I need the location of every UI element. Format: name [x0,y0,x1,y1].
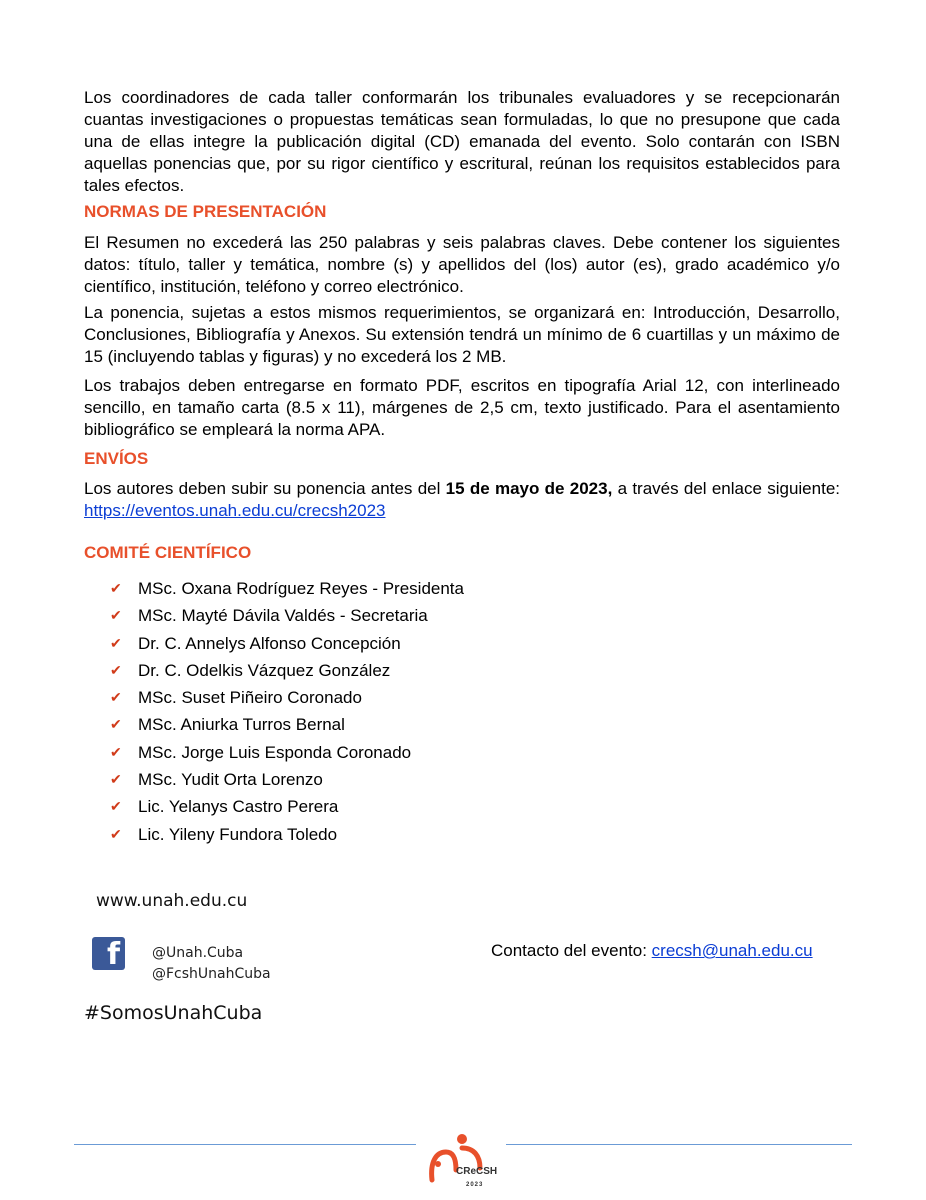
envios-date: 15 de mayo de 2023, [445,479,613,498]
member-name: MSc. Oxana Rodríguez Reyes - Presidenta [138,579,464,598]
checkmark-icon: ✔ [110,825,122,842]
list-item [110,793,464,820]
list-item [110,575,464,602]
submission-link[interactable]: https://eventos.unah.edu.cu/crecsh2023 [84,501,386,520]
list-item [110,630,464,657]
contact-label: Contacto del evento: [491,941,652,960]
member-name: Dr. C. Annelys Alfonso Concepción [138,633,401,653]
member-name: MSc. Yudit Orta Lorenzo [138,770,323,790]
facebook-icon[interactable]: f [92,937,125,970]
social-handles [152,943,271,985]
checkmark-icon: ✔ [110,580,122,596]
list-item [110,739,464,766]
footer-rule-right [506,1144,852,1145]
member-name: Lic. Yelanys Castro Perera [138,797,339,817]
list-item [110,766,464,793]
checkmark-icon: ✔ [110,661,122,678]
list-item [110,684,464,711]
envios-heading: ENVÍOS [84,449,149,468]
list-item [110,657,464,684]
contact-email-link[interactable]: crecsh@unah.edu.cu [651,941,813,960]
checkmark-icon: ✔ [110,634,122,651]
member-name: MSc. Mayté Dávila Valdés - Secretaria [138,606,428,626]
member-name: MSc. Suset Piñeiro Coronado [138,688,362,708]
normas-heading: NORMAS DE PRESENTACIÓN [84,202,327,221]
website-text[interactable]: www.unah.edu.cu [96,891,248,911]
normas-paragraph-3: Los trabajos deben entregarse en formato PDF, escritos en tipografía Arial 12, con interlineado sencillo, en tamaño carta (8.5 x 11), márgenes de 2,5 cm, texto justificado. Para el asentamiento bibliográfico se empleará la norma APA. [84,376,840,439]
hashtag: #SomosUnahCuba [84,1002,263,1024]
footer-rule-left [74,1144,416,1145]
member-name: MSc. Jorge Luis Esponda Coronado [138,742,412,762]
logo-year: 2023 [466,1182,484,1188]
checkmark-icon: ✔ [110,689,122,706]
normas-paragraph-1: El Resumen no excederá las 250 palabras y seis palabras claves. Debe contener los siguientes datos: título, taller y temática, nombre (s) y apellidos del (los) autor (es), grado académico y/o científico, institución, teléfono y correo electrónico. [84,233,840,296]
list-item [110,821,464,848]
member-name: MSc. Aniurka Turros Bernal [138,715,345,735]
comite-heading: COMITÉ CIENTÍFICO [84,543,252,562]
contact-line [491,941,813,961]
checkmark-icon: ✔ [110,771,122,788]
facebook-handle-1: @Unah.Cuba [152,945,244,961]
member-name: Dr. C. Odelkis Vázquez González [138,660,391,680]
envios-paragraph [84,478,840,522]
committee-list [110,575,464,848]
checkmark-icon: ✔ [110,743,122,760]
checkmark-icon: ✔ [110,716,122,733]
logo-text: CReCSH [456,1166,498,1177]
normas-paragraph-2: La ponencia, sujetas a estos mismos requerimientos, se organizará en: Introducción, Desarrollo, Conclusiones, Bibliografía y Anexos. Su extensión tendrá un mínimo de 6 cuartillas y un máximo de 15 (incluyendo tablas y figuras) y no excederá los 2 MB. [84,303,840,366]
checkmark-icon: ✔ [110,798,122,815]
member-name: Lic. Yileny Fundora Toledo [138,824,338,844]
intro-paragraph: Los coordinadores de cada taller conformarán los tribunales evaluadores y se recepcionarán cuantas investigaciones o propuestas temáticas sean formuladas, lo que no presupone que cada una de ellas integre la publicación digital (CD) emanada del evento. Solo contarán con ISBN aquellas ponencias que, por su rigor científico y escritural, reúnan los requisitos establecidos para tales efectos. [84,88,840,195]
list-item [110,711,464,738]
crecsh-logo [422,1130,498,1190]
envios-text-after: a través del enlace siguiente: [612,479,840,498]
checkmark-icon: ✔ [110,607,122,624]
facebook-handle-2: @FcshUnahCuba [152,966,271,982]
envios-text-before: Los autores deben subir su ponencia antes del [84,479,446,498]
list-item [110,602,464,629]
